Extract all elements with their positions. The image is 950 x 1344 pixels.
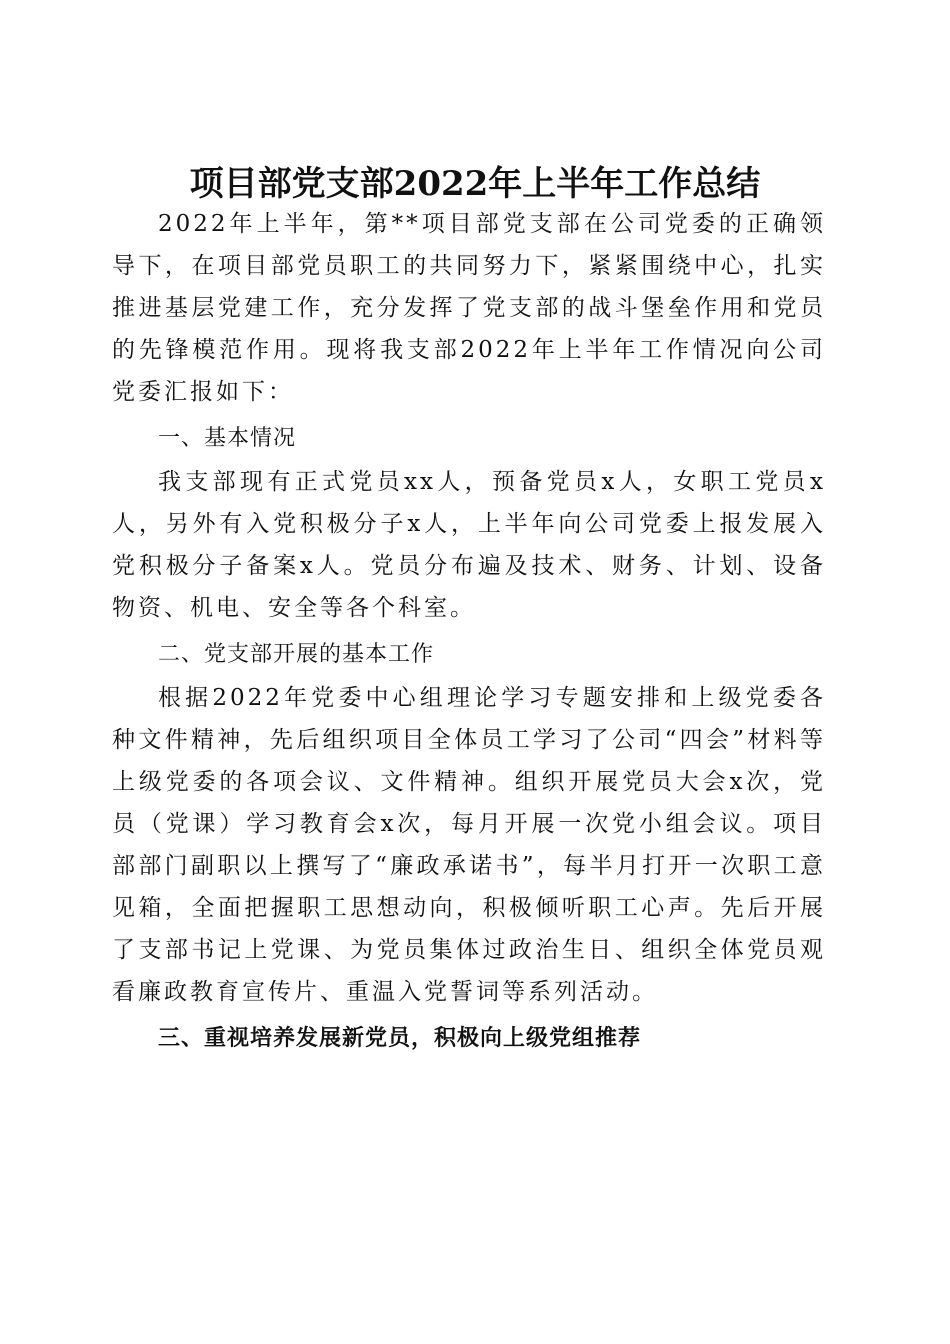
section-heading-basic-situation: 一、基本情况 bbox=[158, 426, 297, 451]
section-heading-new-members: 三、重视培养发展新党员，积极向上级党组推荐 bbox=[158, 1026, 642, 1051]
document-body bbox=[112, 203, 826, 1061]
intro-paragraph: 2022年上半年，第**项目部党支部在公司党委的正确领导下，在项目部党员职工的共同努力下，紧紧围绕中心，扎实推进基层党建工作，充分发挥了党支部的战斗堡垒作用和党员的先锋模范作用。现将我支部2022年上半年工作情况向公司党委汇报如下： bbox=[112, 211, 826, 405]
section-paragraph-basic-work: 根据2022年党委中心组理论学习专题安排和上级党委各种文件精神，先后组织项目全体员工学习了公司“四会”材料等上级党委的各项会议、文件精神。组织开展党员大会x次，党员（党课）学习教育会x次，每月开展一次党小组会议。项目部部门副职以上撰写了“廉政承诺书”，每半月打开一次职工意见箱，全面把握职工思想动向，积极倾听职工心声。先后开展了支部书记上党课、为党员集体过政治生日、组织全体党员观看廉政教育宣传片、重温入党誓词等系列活动。 bbox=[112, 685, 826, 1005]
document-title: 项目部党支部2022年上半年工作总结 bbox=[189, 163, 761, 204]
section-paragraph-basic-situation: 我支部现有正式党员xx人，预备党员x人，女职工党员x人，另外有入党积极分子x人，上半年向公司党委上报发展入党积极分子备案x人。党员分布遍及技术、财务、计划、设备物资、机电、安全等各个科室。 bbox=[112, 469, 826, 621]
section-heading-basic-work: 二、党支部开展的基本工作 bbox=[158, 642, 435, 667]
